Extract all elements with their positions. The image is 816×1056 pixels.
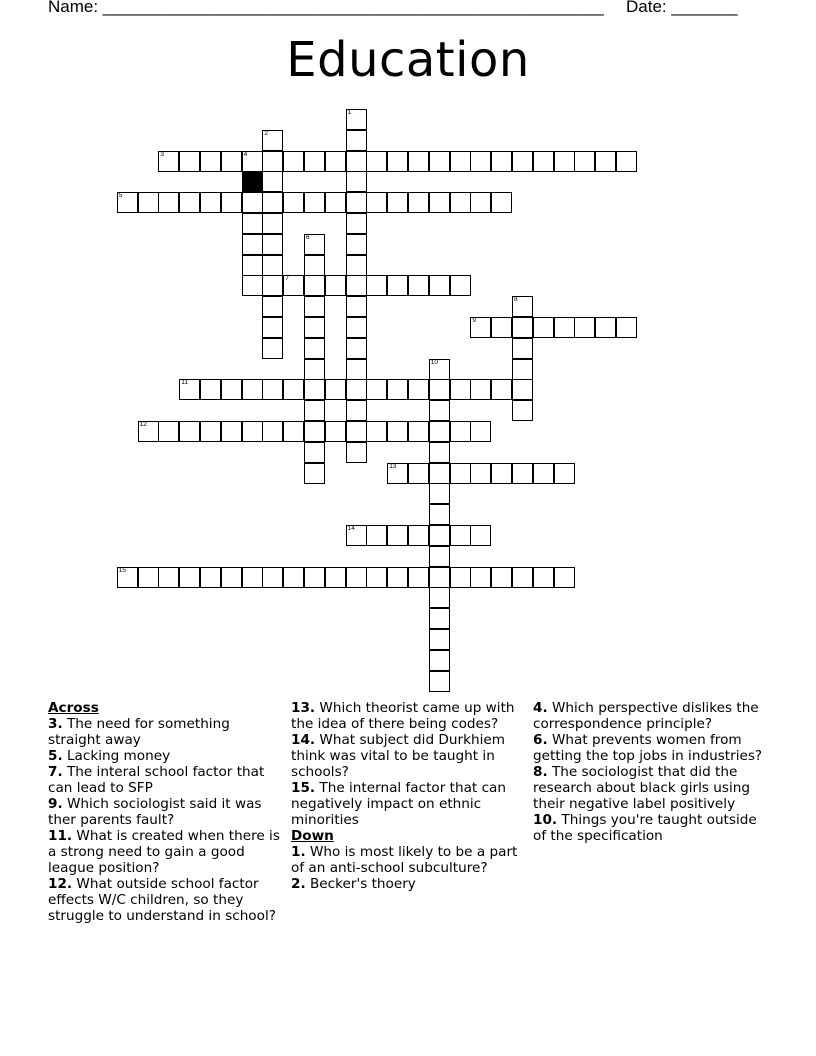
grid-cell[interactable] bbox=[387, 192, 408, 213]
grid-cell[interactable] bbox=[533, 317, 554, 338]
clue-across-11: 11. What is created when there is a strong need to gain a good league position? bbox=[48, 828, 280, 876]
grid-cell[interactable] bbox=[429, 275, 450, 296]
cell-number: 12 bbox=[139, 421, 147, 428]
clue-down-8: 8. The sociologist that did the research about black girls using their negative label positively bbox=[533, 764, 750, 812]
grid-cell[interactable] bbox=[554, 463, 575, 484]
grid-cell[interactable] bbox=[200, 421, 221, 442]
grid-cell[interactable] bbox=[304, 317, 325, 338]
grid-cell[interactable] bbox=[512, 379, 533, 400]
grid-cell[interactable] bbox=[554, 151, 575, 172]
grid-cell[interactable] bbox=[533, 463, 554, 484]
grid-cell[interactable] bbox=[325, 567, 346, 588]
grid-cell[interactable] bbox=[242, 275, 263, 296]
grid-cell[interactable] bbox=[262, 151, 283, 172]
cell-number: 3 bbox=[160, 150, 165, 158]
grid-cell[interactable] bbox=[512, 359, 533, 380]
grid-cell[interactable] bbox=[470, 463, 491, 484]
grid-cell[interactable] bbox=[346, 421, 367, 442]
grid-cell[interactable] bbox=[262, 213, 283, 234]
grid-cell[interactable] bbox=[491, 463, 512, 484]
cell-number: 1 bbox=[347, 109, 352, 116]
grid-cell[interactable] bbox=[408, 463, 429, 484]
grid-cell[interactable] bbox=[429, 587, 450, 608]
clue-down-10: 10. Things you're taught outside of the specification bbox=[533, 812, 757, 844]
grid-cell[interactable] bbox=[242, 151, 263, 172]
grid-cell[interactable] bbox=[429, 463, 450, 484]
grid-cell[interactable] bbox=[262, 338, 283, 359]
cell-number: 8 bbox=[514, 296, 518, 304]
grid-cell[interactable] bbox=[470, 379, 491, 400]
grid-cell[interactable] bbox=[429, 192, 450, 213]
grid-cell[interactable] bbox=[346, 213, 367, 234]
grid-cell[interactable] bbox=[283, 379, 304, 400]
clue-down-1: 1. Who is most likely to be a part of an anti-school subculture? bbox=[291, 844, 518, 876]
clue-across-7: 7. The interal school factor that can lead to SFP bbox=[48, 764, 265, 796]
grid-cell[interactable] bbox=[512, 463, 533, 484]
grid-cell[interactable] bbox=[283, 421, 304, 442]
grid-cell[interactable] bbox=[242, 234, 263, 255]
grid-cell[interactable] bbox=[117, 192, 138, 213]
grid-cell[interactable] bbox=[408, 275, 429, 296]
grid-cell[interactable] bbox=[346, 296, 367, 317]
grid-cell[interactable] bbox=[429, 442, 450, 463]
grid-cell[interactable] bbox=[450, 567, 471, 588]
grid-cell[interactable] bbox=[429, 379, 450, 400]
grid-cell[interactable] bbox=[470, 151, 491, 172]
grid-cell[interactable] bbox=[470, 567, 491, 588]
grid-cell[interactable] bbox=[262, 317, 283, 338]
clue-across-14: 14. What subject did Durkhiem think was vital to be taught in schools? bbox=[291, 732, 505, 780]
grid-cell[interactable] bbox=[450, 192, 471, 213]
grid-cell[interactable] bbox=[346, 359, 367, 380]
grid-cell[interactable] bbox=[221, 192, 242, 213]
grid-cell[interactable] bbox=[387, 421, 408, 442]
grid-cell[interactable] bbox=[242, 192, 263, 213]
grid-cell[interactable] bbox=[512, 317, 533, 338]
grid-cell[interactable] bbox=[158, 567, 179, 588]
grid-cell[interactable] bbox=[366, 275, 387, 296]
grid-cell[interactable] bbox=[304, 338, 325, 359]
grid-cell[interactable] bbox=[491, 192, 512, 213]
grid-cell[interactable] bbox=[262, 421, 283, 442]
grid-cell[interactable] bbox=[346, 275, 367, 296]
grid-cell[interactable] bbox=[304, 400, 325, 421]
grid-cell[interactable] bbox=[346, 379, 367, 400]
down-heading: Down bbox=[291, 828, 334, 844]
grid-cell[interactable] bbox=[387, 567, 408, 588]
grid-cell[interactable] bbox=[325, 379, 346, 400]
grid-cell[interactable] bbox=[387, 151, 408, 172]
clue-across-15: 15. The internal factor that can negatively impact on ethnic minorities bbox=[291, 780, 506, 828]
grid-cell[interactable] bbox=[158, 151, 179, 172]
grid-cell[interactable] bbox=[429, 671, 450, 692]
grid-cell[interactable] bbox=[262, 130, 283, 151]
grid-cell[interactable] bbox=[387, 463, 408, 484]
grid-cell[interactable] bbox=[242, 255, 263, 276]
grid-cell[interactable] bbox=[616, 317, 637, 338]
grid-cell[interactable] bbox=[262, 296, 283, 317]
grid-cell[interactable] bbox=[262, 171, 283, 192]
cell-number: 6 bbox=[306, 233, 310, 241]
grid-cell[interactable] bbox=[304, 421, 325, 442]
grid-cell[interactable] bbox=[304, 234, 325, 255]
clues-column-1 bbox=[48, 700, 280, 924]
grid-cell[interactable] bbox=[158, 421, 179, 442]
cell-number: 4 bbox=[243, 150, 248, 158]
grid-cell[interactable] bbox=[366, 151, 387, 172]
grid-cell[interactable] bbox=[533, 567, 554, 588]
grid-cell[interactable] bbox=[221, 379, 242, 400]
grid-cell[interactable] bbox=[346, 151, 367, 172]
grid-cell[interactable] bbox=[304, 151, 325, 172]
grid-cell[interactable] bbox=[346, 192, 367, 213]
cell-number: 13 bbox=[389, 462, 397, 470]
grid-cell[interactable] bbox=[512, 338, 533, 359]
grid-cell[interactable] bbox=[346, 525, 367, 546]
grid-cell[interactable] bbox=[512, 151, 533, 172]
grid-cell[interactable] bbox=[200, 379, 221, 400]
grid-cell[interactable] bbox=[554, 317, 575, 338]
cell-number: 2 bbox=[264, 129, 269, 137]
grid-cell[interactable] bbox=[470, 421, 491, 442]
grid-cell[interactable] bbox=[491, 379, 512, 400]
grid-cell[interactable] bbox=[450, 151, 471, 172]
grid-cell[interactable] bbox=[387, 275, 408, 296]
grid-cell[interactable] bbox=[429, 650, 450, 671]
grid-cell[interactable] bbox=[262, 234, 283, 255]
grid-cell[interactable] bbox=[429, 567, 450, 588]
grid-cell[interactable] bbox=[200, 192, 221, 213]
grid-cell[interactable] bbox=[470, 525, 491, 546]
grid-cell[interactable] bbox=[262, 192, 283, 213]
grid-cell[interactable] bbox=[138, 567, 159, 588]
grid-cell[interactable] bbox=[408, 379, 429, 400]
grid-cell[interactable] bbox=[304, 463, 325, 484]
name-field-label[interactable]: Name: _____________________________________________________ bbox=[48, 0, 604, 16]
grid-cell[interactable] bbox=[200, 151, 221, 172]
across-heading: Across bbox=[48, 700, 99, 716]
cell-number: 7 bbox=[285, 275, 289, 283]
grid-cell[interactable] bbox=[429, 629, 450, 650]
clue-across-5: 5. Lacking money bbox=[48, 748, 171, 764]
grid-cell[interactable] bbox=[470, 192, 491, 213]
cell-number: 10 bbox=[430, 358, 439, 366]
grid-cell[interactable] bbox=[429, 421, 450, 442]
grid-cell[interactable] bbox=[262, 275, 283, 296]
grid-cell[interactable] bbox=[325, 192, 346, 213]
grid-cell[interactable] bbox=[595, 317, 616, 338]
grid-cell[interactable] bbox=[138, 192, 159, 213]
clue-across-13: 13. Which theorist came up with the idea of there being codes? bbox=[291, 700, 515, 732]
grid-cell[interactable] bbox=[595, 151, 616, 172]
grid-cell[interactable] bbox=[138, 421, 159, 442]
grid-cell[interactable] bbox=[346, 400, 367, 421]
grid-cell[interactable] bbox=[429, 525, 450, 546]
grid-cell[interactable] bbox=[450, 525, 471, 546]
grid-cell[interactable] bbox=[470, 317, 491, 338]
grid-cell[interactable] bbox=[533, 151, 554, 172]
cell-number: 14 bbox=[347, 525, 355, 532]
grid-cell[interactable] bbox=[304, 255, 325, 276]
grid-block bbox=[242, 171, 263, 192]
grid-cell[interactable] bbox=[450, 463, 471, 484]
grid-cell[interactable] bbox=[221, 567, 242, 588]
grid-cell[interactable] bbox=[158, 192, 179, 213]
grid-cell[interactable] bbox=[512, 400, 533, 421]
grid-cell[interactable] bbox=[346, 317, 367, 338]
grid-cell[interactable] bbox=[450, 421, 471, 442]
clue-across-3: 3. The need for something straight away bbox=[48, 716, 230, 748]
grid-cell[interactable] bbox=[242, 567, 263, 588]
grid-cell[interactable] bbox=[366, 379, 387, 400]
grid-cell[interactable] bbox=[304, 379, 325, 400]
grid-cell[interactable] bbox=[450, 379, 471, 400]
grid-cell[interactable] bbox=[283, 151, 304, 172]
clue-down-6: 6. What prevents women from getting the top jobs in industries? bbox=[533, 732, 763, 764]
grid-cell[interactable] bbox=[554, 567, 575, 588]
grid-cell[interactable] bbox=[366, 192, 387, 213]
grid-cell[interactable] bbox=[346, 255, 367, 276]
grid-cell[interactable] bbox=[429, 546, 450, 567]
grid-cell[interactable] bbox=[304, 567, 325, 588]
grid-cell[interactable] bbox=[491, 151, 512, 172]
clue-across-9: 9. Which sociologist said it was ther parents fault? bbox=[48, 796, 262, 828]
grid-cell[interactable] bbox=[179, 192, 200, 213]
clue-across-12: 12. What outside school factor effects W/C children, so they struggle to understand in school? bbox=[48, 876, 276, 924]
grid-cell[interactable] bbox=[200, 567, 221, 588]
grid-cell[interactable] bbox=[491, 567, 512, 588]
grid-cell[interactable] bbox=[262, 567, 283, 588]
grid-cell[interactable] bbox=[179, 567, 200, 588]
grid-cell[interactable] bbox=[346, 130, 367, 151]
grid-cell[interactable] bbox=[325, 421, 346, 442]
grid-cell[interactable] bbox=[491, 317, 512, 338]
grid-cell[interactable] bbox=[408, 151, 429, 172]
grid-cell[interactable] bbox=[366, 567, 387, 588]
date-field-label[interactable]: Date: _______ bbox=[626, 0, 738, 16]
grid-cell[interactable] bbox=[283, 567, 304, 588]
grid-cell[interactable] bbox=[262, 255, 283, 276]
grid-cell[interactable] bbox=[179, 379, 200, 400]
grid-cell[interactable] bbox=[325, 151, 346, 172]
grid-cell[interactable] bbox=[366, 525, 387, 546]
grid-cell[interactable] bbox=[429, 359, 450, 380]
grid-cell[interactable] bbox=[574, 317, 595, 338]
cell-number: 9 bbox=[472, 317, 477, 324]
grid-cell[interactable] bbox=[408, 567, 429, 588]
clues-column-3 bbox=[533, 700, 765, 844]
grid-cell[interactable] bbox=[429, 504, 450, 525]
grid-cell[interactable] bbox=[429, 400, 450, 421]
cell-number: 5 bbox=[118, 192, 123, 200]
grid-cell[interactable] bbox=[242, 213, 263, 234]
grid-cell[interactable] bbox=[304, 192, 325, 213]
puzzle-title: Education bbox=[286, 32, 530, 88]
grid-cell[interactable] bbox=[387, 525, 408, 546]
grid-cell[interactable] bbox=[346, 442, 367, 463]
grid-cell[interactable] bbox=[179, 421, 200, 442]
grid-cell[interactable] bbox=[512, 296, 533, 317]
grid-cell[interactable] bbox=[283, 192, 304, 213]
grid-cell[interactable] bbox=[450, 275, 471, 296]
grid-cell[interactable] bbox=[366, 421, 387, 442]
grid-cell[interactable] bbox=[346, 109, 367, 130]
grid-cell[interactable] bbox=[179, 151, 200, 172]
grid-cell[interactable] bbox=[283, 275, 304, 296]
grid-cell[interactable] bbox=[262, 379, 283, 400]
grid-cell[interactable] bbox=[304, 442, 325, 463]
grid-cell[interactable] bbox=[574, 151, 595, 172]
grid-cell[interactable] bbox=[616, 151, 637, 172]
clue-down-4: 4. Which perspective dislikes the correspondence principle? bbox=[533, 700, 759, 732]
grid-cell[interactable] bbox=[304, 275, 325, 296]
grid-cell[interactable] bbox=[408, 421, 429, 442]
grid-cell[interactable] bbox=[346, 567, 367, 588]
cell-number: 15 bbox=[118, 566, 127, 574]
grid-cell[interactable] bbox=[408, 192, 429, 213]
grid-cell[interactable] bbox=[512, 567, 533, 588]
grid-cell[interactable] bbox=[346, 338, 367, 359]
grid-cell[interactable] bbox=[429, 483, 450, 504]
grid-cell[interactable] bbox=[242, 421, 263, 442]
grid-cell[interactable] bbox=[408, 525, 429, 546]
clue-down-2: 2. Becker's thoery bbox=[291, 876, 416, 892]
clues-column-2 bbox=[291, 700, 523, 892]
grid-cell[interactable] bbox=[221, 421, 242, 442]
grid-cell[interactable] bbox=[429, 608, 450, 629]
grid-cell[interactable] bbox=[304, 296, 325, 317]
grid-cell[interactable] bbox=[221, 151, 242, 172]
cell-number: 11 bbox=[181, 379, 188, 387]
grid-cell[interactable] bbox=[325, 275, 346, 296]
grid-cell[interactable] bbox=[242, 379, 263, 400]
grid-cell[interactable] bbox=[429, 151, 450, 172]
grid-cell[interactable] bbox=[346, 234, 367, 255]
grid-cell[interactable] bbox=[117, 567, 138, 588]
grid-cell[interactable] bbox=[387, 379, 408, 400]
grid-cell[interactable] bbox=[304, 359, 325, 380]
grid-cell[interactable] bbox=[346, 171, 367, 192]
